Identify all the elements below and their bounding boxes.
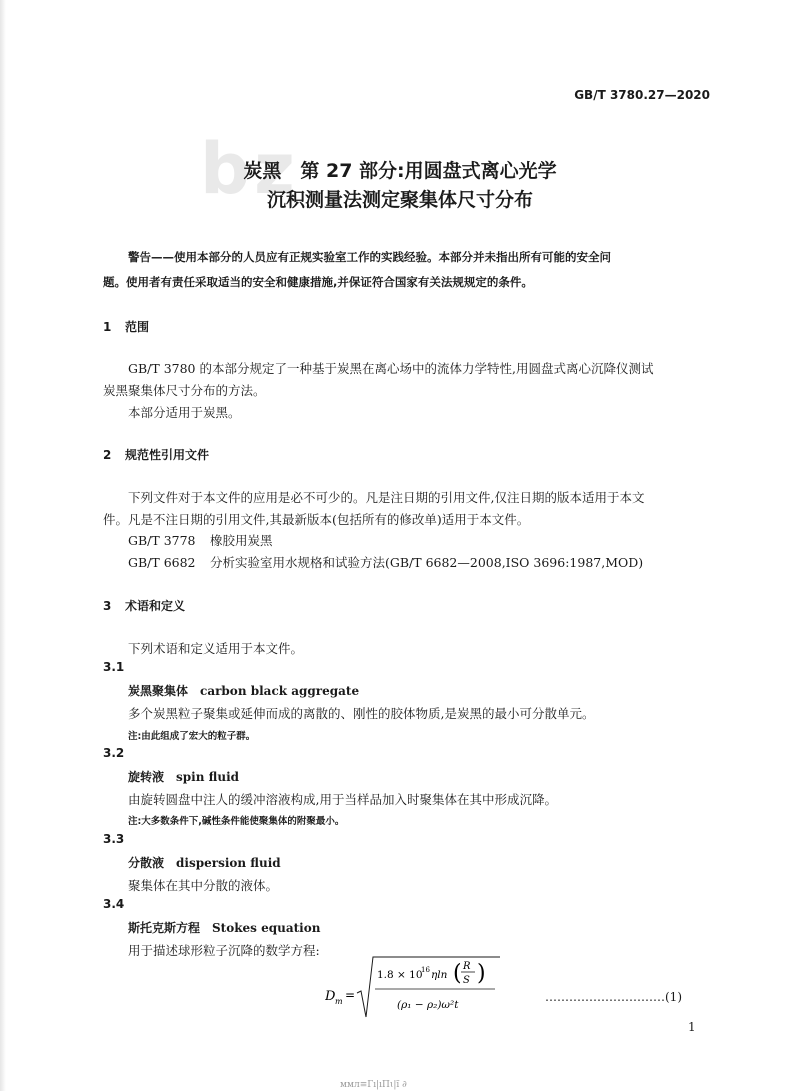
formula-s: S [463, 975, 470, 986]
section-1-paragraph-line-2: 炭黑聚集体尺寸分布的方法。 [103, 383, 266, 398]
section-2-paragraph-line-1: 下列文件对于本文件的应用是必不可少的。凡是注日期的引用文件,仅注日期的版本适用于本文 [128, 490, 645, 505]
section-2-number: 2 [103, 448, 112, 462]
term-definition: 用于描述球形粒子沉降的数学方程: [128, 943, 320, 958]
page-number: 1 [688, 1020, 696, 1034]
term-note: 注:大多数条件下,碱性条件能使聚集体的附聚最小。 [128, 816, 345, 827]
term-name-en: dispersion fluid [176, 856, 281, 870]
stokes-formula [325, 953, 505, 1023]
term-name-zh: 旋转液 [128, 770, 165, 784]
title-line-2: 沉积测量法测定聚集体尺寸分布 [266, 189, 533, 211]
reference-title: 橡胶用炭黑 [210, 533, 273, 548]
formula-eta-ln: ηln [431, 969, 448, 981]
reference-item [128, 553, 643, 571]
warning-line-2: 题。使用者有责任采取适当的安全和健康措施,并保证符合国家有关法规规定的条件。 [103, 275, 533, 289]
section-3-title: 术语和定义 [125, 599, 186, 613]
formula-numerator: 1.8 × 10 [377, 969, 423, 981]
term-number: 3.2 [103, 746, 125, 760]
term-name-en: Stokes equation [212, 921, 321, 935]
term-note: 注:由此组成了宏大的粒子群。 [128, 731, 256, 742]
term-name-en: spin fluid [176, 770, 240, 784]
term-name [128, 768, 239, 785]
section-2-heading [103, 446, 209, 463]
formula-lhs-subscript: m [335, 997, 343, 1006]
title-line-1: 炭黑 第 27 部分:用圆盘式离心光学 [243, 160, 557, 182]
term-name [128, 854, 281, 871]
warning-line-1: 警告——使用本部分的人员应有正规实验室工作的实践经验。本部分并未指出所有可能的安全问 [128, 250, 611, 264]
section-1-heading [103, 318, 149, 335]
term-name [128, 919, 320, 936]
section-1-paragraph-line-1: GB/T 3780 的本部分规定了一种基于炭黑在离心场中的流体力学特性,用圆盘式离心沉降仪测试 [128, 361, 654, 376]
term-number: 3.1 [103, 660, 125, 674]
footer-fragment: ммл≡Гı|ıΠɩ|ı̃ ∂ [340, 1080, 407, 1090]
reference-code: GB/T 3778 [128, 533, 196, 548]
term-name-en: carbon black aggregate [200, 684, 360, 698]
formula-equals: = [345, 988, 356, 1002]
section-1-paragraph-2: 本部分适用于炭黑。 [128, 405, 241, 420]
term-name-zh: 分散液 [128, 856, 165, 870]
section-2-title: 规范性引用文件 [125, 448, 210, 462]
formula-exponent: 16 [421, 966, 430, 974]
formula-r: R [463, 961, 471, 972]
term-number: 3.3 [103, 832, 125, 846]
section-3-number: 3 [103, 599, 112, 613]
section-1-number: 1 [103, 320, 112, 334]
reference-code: GB/T 6682 [128, 555, 196, 570]
equation-number: …………………………(1) [545, 990, 682, 1004]
formula-denominator: (ρ₁ − ρ₂)ω²t [397, 999, 459, 1011]
reference-item [128, 531, 273, 549]
formula-paren-left: ( [453, 961, 462, 986]
term-definition: 聚集体在其中分散的液体。 [128, 878, 279, 893]
section-2-paragraph-line-2: 件。凡是不注日期的引用文件,其最新版本(包括所有的修改单)适用于本文件。 [103, 512, 530, 527]
term-number: 3.4 [103, 897, 125, 911]
formula-lhs: D [325, 989, 336, 1004]
term-name [128, 682, 359, 699]
section-3-intro: 下列术语和定义适用于本文件。 [128, 641, 304, 656]
term-definition: 由旋转圆盘中注人的缓冲溶液构成,用于当样品加入时聚集体在其中形成沉降。 [128, 792, 557, 807]
term-definition: 多个炭黑粒子聚集或延伸而成的离散的、刚性的胶体物质,是炭黑的最小可分散单元。 [128, 706, 595, 721]
section-3-heading [103, 597, 185, 614]
formula-paren-right: ) [477, 961, 486, 986]
term-name-zh: 斯托克斯方程 [128, 921, 201, 935]
section-1-title: 范围 [125, 320, 150, 334]
reference-title: 分析实验室用水规格和试验方法(GB/T 6682—2008,ISO 3696:1987,MOD) [210, 555, 644, 570]
term-name-zh: 炭黑聚集体 [128, 684, 189, 698]
watermark: bz [200, 128, 299, 210]
document-code: GB/T 3780.27—2020 [574, 88, 710, 102]
